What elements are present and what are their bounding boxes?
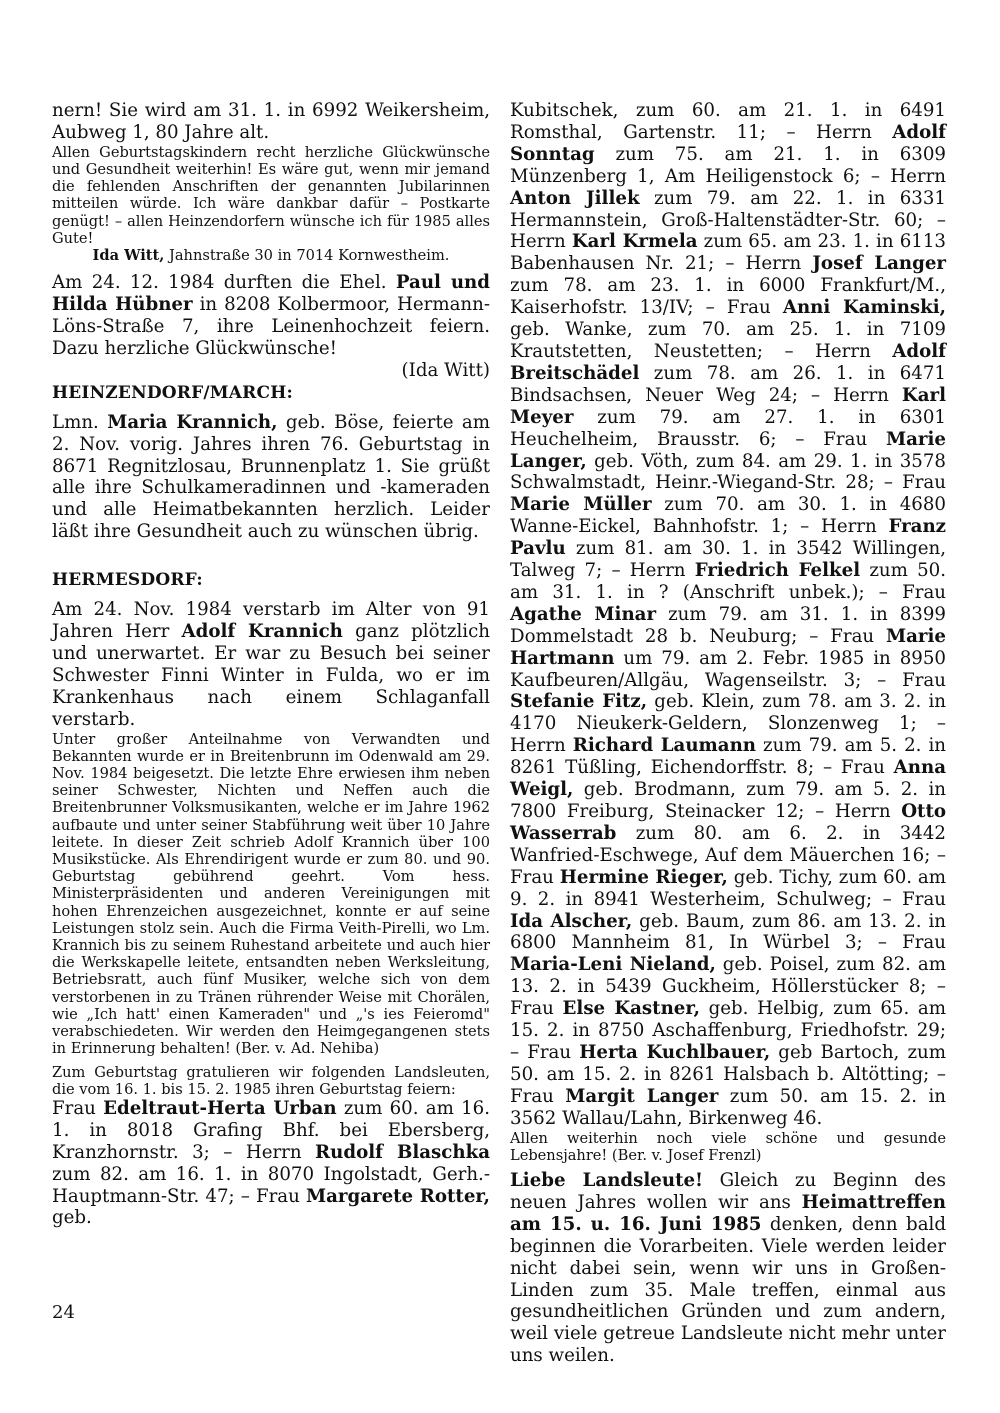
name: Rudolf Blaschka (315, 1141, 490, 1163)
name: Margarete Rotter, (305, 1185, 490, 1207)
text: zum 65. am 23. 1. in 6113 Babenhausen Nr. 21; – Herrn (510, 231, 946, 275)
paragraph (52, 412, 490, 543)
name: Stefanie Fitz, (510, 691, 648, 713)
paragraph (52, 272, 490, 360)
name: Richard Laumann (572, 735, 757, 757)
text: Frau (52, 1097, 104, 1119)
name: Herta Kuchlbauer, (579, 1041, 771, 1063)
signature-address: Jahnstraße 30 in 7014 Kornwestheim. (164, 247, 450, 265)
name: Hermine Rieger, (559, 866, 728, 888)
text: zum 79. am 5. 2. in 8261 Tüßling, Eichendorffstr. 8; – Frau (510, 735, 946, 779)
text: zum 78. am 26. 1. in 6471 Bindsachsen, Neuer Weg 24; – Herrn (510, 362, 946, 406)
text: geb. Tichy, zum 60. am 9. 2. in 8941 Westerheim, Schulweg; – Frau (510, 866, 947, 910)
name: Adolf Sonntag (510, 121, 946, 165)
paragraph (510, 1170, 946, 1367)
name: Margit Langer (565, 1085, 719, 1107)
text: denken, denn bald beginnen die Vorarbeiten. Viele werden leider nicht dabei sein, wenn wir uns in Großen-Linden zum 35. Male treffen, einmal aus gesundheitlichen Gründen und zum andern, weil viele getreue Landsleute nicht mehr unter uns weilen. (510, 1213, 946, 1367)
paragraph: Allen Geburtstagskindern recht herzliche Glückwünsche und Gesundheit weiterhin! Es wäre gut, wenn mir jemand die fehlenden Anschriften der genannten Jubilarinnen mitteilen würde. Ich wäre dankbar dafür – Postkarte genügt! – allen Heinzendorfern wünsche ich für 1985 alles Gute! (52, 143, 490, 247)
name: Marie Hartmann (510, 625, 946, 669)
name: Friedrich Felkel (694, 560, 861, 582)
text: zum 79. am 31. 1. in 8399 Dommelstadt 28 b. Neuburg; – Frau (510, 603, 946, 647)
name: Else Kastner, (562, 998, 700, 1020)
name: Anni Kaminski, (782, 297, 946, 319)
left-column (52, 100, 490, 1229)
text: zum 80. am 6. 2. in 3442 Wanfried-Eschwege, Auf dem Mäuerchen 16; – Frau (510, 822, 946, 888)
text: zum 75. am 21. 1. in 6309 Münzenberg 1, Am Heiligenstock 6; – Herrn (510, 143, 946, 187)
name: Karl Meyer (510, 384, 946, 428)
name: Josef Langer (812, 253, 947, 275)
text: zum 60. am 16. 1. in 8018 Grafing Bhf. bei Ebersberg, Kranzhornstr. 3; – Herrn (52, 1097, 491, 1163)
paragraph (52, 599, 490, 730)
text: geb. Baum, zum 86. am 13. 2. in 6800 Mannheim 81, In Würbel 3; – Frau (510, 910, 946, 954)
text: um 79. am 2. Febr. 1985 in 8950 Kaufbeuren/Allgäu, Wagenseilstr. 3; – Frau (510, 647, 946, 691)
page-number: 24 (52, 1302, 75, 1323)
text: geb. Helbig, zum 65. am 15. 2. in 8750 Aschaffenburg, Friedhofstr. 29; – Frau (510, 998, 946, 1063)
text: geb Bartoch, zum 50. am 15. 2. in 8261 Halsbach b. Altötting; – Frau (510, 1041, 946, 1107)
text: geb. Vöth, zum 84. am 29. 1. in 3578 Schwalmstadt, Heinr.-Wiegand-Str. 28; – Frau (510, 450, 946, 494)
name: Adolf Breitschädel (510, 340, 946, 384)
text: Am 24. Nov. 1984 verstarb im Alter von 91 Jahren Herr (52, 599, 490, 643)
name: Maria-Leni Nieland, (510, 954, 716, 976)
text: zum 79. am 27. 1. in 6301 Heuchelheim, Brausstr. 6; – Frau (510, 406, 946, 450)
text: zum 70. am 30. 1. in 4680 Wanne-Eickel, Bahnhofstr. 1; – Herrn (510, 494, 946, 538)
text: geb. (52, 1207, 92, 1229)
name: Anton Jillek (510, 187, 640, 209)
section-heading: HEINZENDORF/MARCH: (52, 382, 293, 403)
paragraph (52, 1098, 490, 1229)
text: geb. Poisel, zum 82. am 13. 2. in 5439 Guckheim, Höllerstücker 8; – Frau (510, 954, 946, 1020)
paragraph: Zum Geburtstag gratulieren wir folgenden Landsleuten, die vom 16. 1. bis 15. 2. 1985 ihren Geburtstag feiern: (52, 1063, 490, 1098)
name: Maria Krannich, (107, 411, 278, 433)
text: zum 78. am 23. 1. in 6000 Frankfurt/M., Kaiserhofstr. 13/IV; – Frau (510, 275, 946, 319)
name: Franz Pavlu (510, 516, 946, 560)
paragraph: nern! Sie wird am 31. 1. in 6992 Weikersheim, Aubweg 1, 80 Jahre alt. (52, 100, 490, 143)
section-heading: HERMESDORF: (52, 570, 203, 591)
signature: (Ida Witt) (401, 359, 490, 381)
name: Ida Alscher, (510, 910, 633, 932)
text: Gleich zu Beginn des neuen Jahres wollen wir ans (510, 1170, 946, 1213)
text: geb. Böse, feierte am 2. Nov. vorig. Jahres ihren 76. Geburtstag in 8671 Regnitzlosau, Brunnenplatz 1. Sie grüßt alle ihre Schulkameradinnen und -kameraden und alle Heimatbekannten herzlich. Leider läßt ihre Gesundheit auch zu wünschen übrig. (52, 411, 490, 543)
text: geb. Brodmann, zum 79. am 5. 2. in 7800 Freiburg, Steinacker 12; – Herrn (510, 779, 946, 822)
name: Paul und Hilda Hübner (52, 272, 490, 316)
text: zum 50. am 15. 2. in 3562 Wallau/Lahn, Birkenweg 46. (510, 1085, 946, 1129)
name: Marie Langer, (510, 428, 946, 472)
text: Kubitschek, zum 60. am 21. 1. in 6491 Romsthal, Gartenstr. 11; – Herrn (510, 100, 946, 143)
name: Karl Krmela (571, 231, 698, 253)
text: Am 24. 12. 1984 durften die Ehel. (52, 272, 396, 294)
name: Agathe Minar (510, 603, 657, 625)
text: zum 79. am 22. 1. in 6331 Hermannstein, Groß-Haltenstädter-Str. 60; – Herrn (510, 187, 946, 253)
text: zum 82. am 16. 1. in 8070 Ingolstadt, Gerh.-Hauptmann-Str. 47; – Frau (52, 1163, 490, 1207)
text: Lmn. (52, 411, 108, 433)
text: zum 50. am 31. 1. in ? (Anschrift unbek.); – Frau (510, 560, 946, 603)
greeting: Liebe Landsleute! (510, 1170, 704, 1191)
name: Adolf Krannich (181, 621, 343, 643)
birthday-list (510, 100, 946, 1130)
paragraph: Unter großer Anteilnahme von Verwandten und Bekannten wurde er in Breitenbrunn im Odenwald am 29. Nov. 1984 beigesetzt. Die letzte Ehre erwiesen ihm neben seiner Schwester, Nichten und Neffen auch die Breitenbrunner Volksmusikanten, welche er im Jahre 1962 aufbaute und unter seiner Stabführung weit über 10 Jahre leitete. In dieser Zeit schrieb Adolf Krannich über 100 Musikstücke. Als Ehrendirigent wurde er zum 80. und 90. Geburtstag gebührend geehrt. Vom hess. Ministerpräsidenten und anderen Vereinigungen mit hohen Ehrenzeichen ausgezeichnet, konnte er auf seine Leistungen stolz sein. Auch die Firma Veith-Pirelli, wo Lm. Krannich bis zu seinem Ruhestand arbeitete und auch hier die Werkskapelle leitete, entsandten neben Werksleitung, Betriebsratt, auch fünf Musiker, welche sich von dem verstorbenen in zu Tränen rührender Weise mit Chorälen, wie „Ich hatt' einen Kameraden" und „'s ies Feieromd" verabschiedeten. Wir werden den Heimgegangenen stets in Erinnerung behalten! (Ber. v. Ad. Nehiba) (52, 730, 490, 1058)
signature-name: Ida Witt, (92, 247, 165, 265)
name: Marie Müller (510, 494, 652, 516)
text: geb. Wanke, zum 70. am 25. 1. in 7109 Krautstetten, Neustetten; – Herrn (510, 319, 946, 362)
name: Otto Wasserrab (510, 801, 946, 844)
text: zum 81. am 30. 1. in 3542 Willingen, Talweg 7; – Herrn (510, 538, 946, 582)
text: ganz plötzlich und unerwartet. Er war zu Besuch bei seiner Schwester Finni Winter in Fulda, wo er im Krankenhaus nach einem Schlaganfall verstarb. (52, 621, 490, 730)
signature (52, 247, 490, 264)
text: in 8208 Kolbermoor, Hermann-Löns-Straße 7, ihre Leinenhochzeit feiern. Dazu herzliche Glückwünsche! (52, 294, 490, 359)
name: Anna Weigl, (510, 757, 946, 801)
paragraph: Allen weiterhin noch viele schöne und gesunde Lebensjahre! (Ber. v. Josef Frenzl) (510, 1129, 946, 1164)
right-column (510, 100, 946, 1367)
event-date: Heimattreffen am 15. u. 16. Juni 1985 (510, 1191, 946, 1235)
text: geb. Klein, zum 78. am 3. 2. in 4170 Nieukerk-Geldern, Slonzenweg 1; – Herrn (510, 691, 946, 757)
name: Edeltraut-Herta Urban (103, 1097, 337, 1119)
